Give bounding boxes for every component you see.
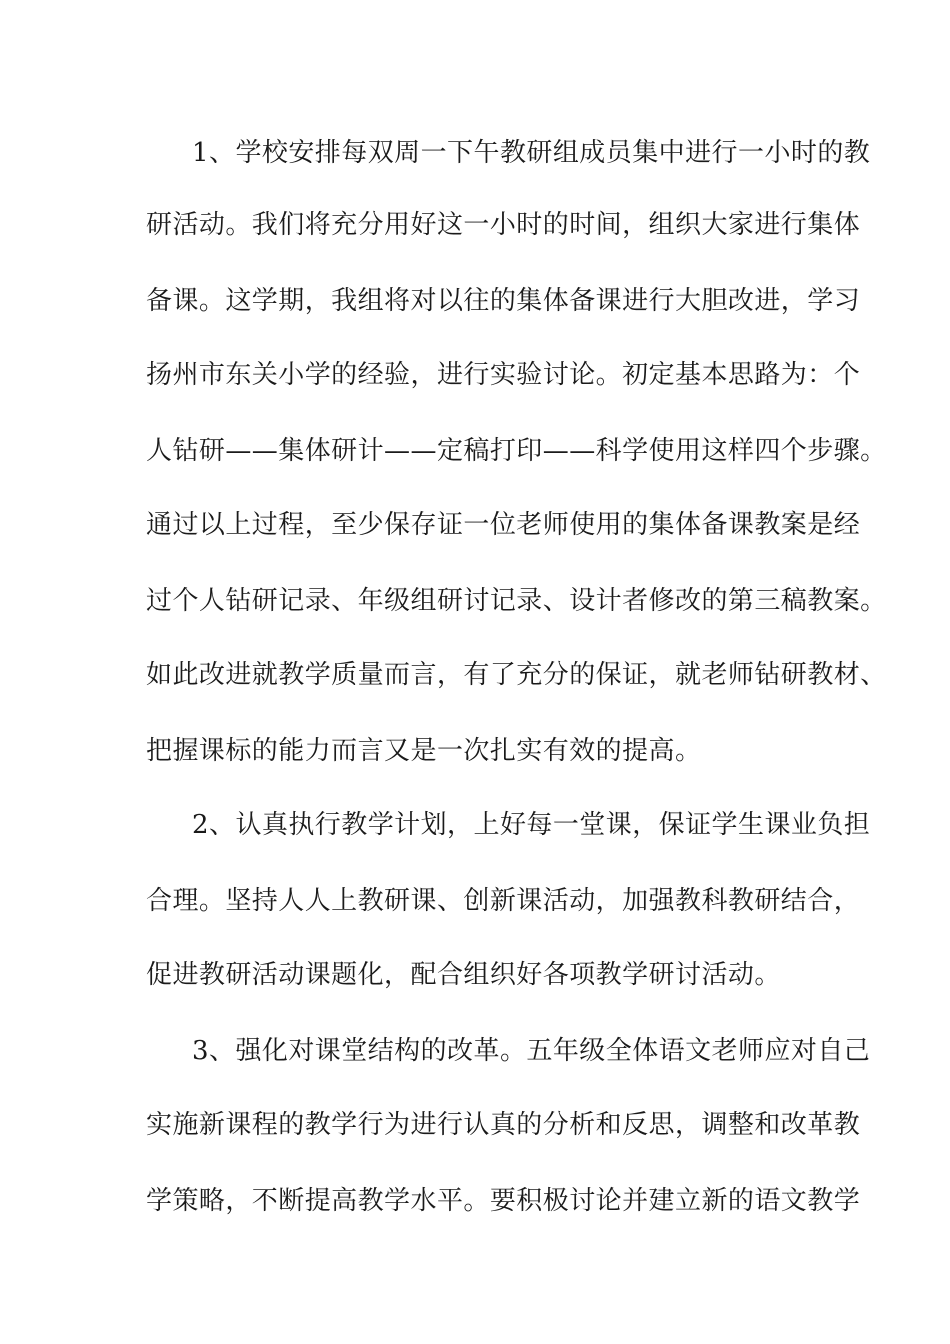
paragraph-1-line-3: 备课。这学期，我组将对以往的集体备课进行大胆改进，学习 [146,286,861,316]
paragraph-2-line-1: 2、认真执行教学计划，上好每一堂课，保证学生课业负担 [192,810,871,840]
paragraph-2-line-2: 合理。坚持人人上教研课、创新课活动，加强教科教研结合， [146,886,861,916]
paragraph-3-line-2: 实施新课程的教学行为进行认真的分析和反思，调整和改革教 [146,1110,861,1140]
paragraph-2-line-3: 促进教研活动课题化，配合组织好各项教学研讨活动。 [146,960,781,990]
paragraph-3-line-1: 3、强化对课堂结构的改革。五年级全体语文老师应对自己 [192,1036,871,1066]
paragraph-1-line-1: 1、学校安排每双周一下午教研组成员集中进行一小时的教 [192,138,871,168]
paragraph-1-line-6: 通过以上过程，至少保存证一位老师使用的集体备课教案是经 [146,510,861,540]
paragraph-1-line-9: 把握课标的能力而言又是一次扎实有效的提高。 [146,736,702,766]
paragraph-1-line-8: 如此改进就教学质量而言，有了充分的保证，就老师钻研教材、 [146,660,887,690]
paragraph-1-line-5: 人钻研——集体研计——定稿打印——科学使用这样四个步骤。 [146,436,887,466]
paragraph-3-line-3: 学策略，不断提高教学水平。要积极讨论并建立新的语文教学 [146,1186,861,1216]
paragraph-1-line-4: 扬州市东关小学的经验，进行实验讨论。初定基本思路为：个 [146,360,861,390]
paragraph-1-line-2: 研活动。我们将充分用好这一小时的时间，组织大家进行集体 [146,210,861,240]
paragraph-1-line-7: 过个人钻研记录、年级组研讨记录、设计者修改的第三稿教案。 [146,586,887,616]
